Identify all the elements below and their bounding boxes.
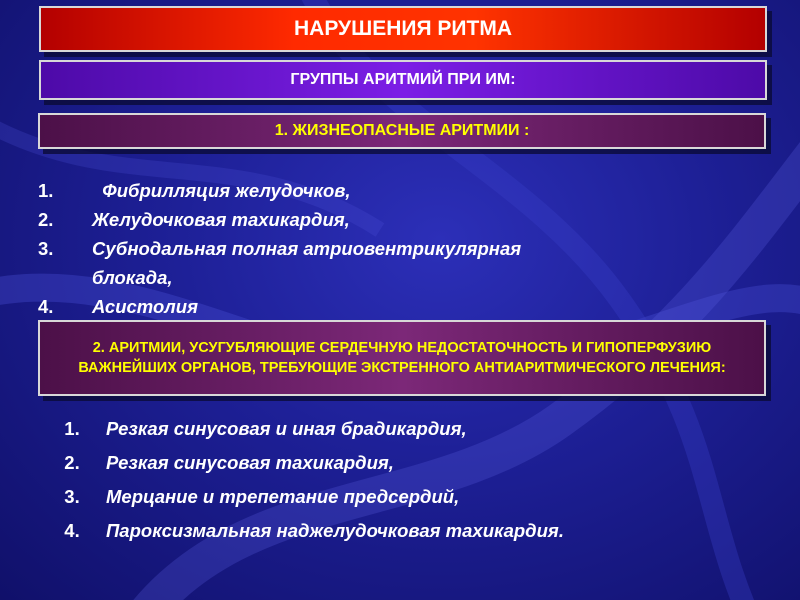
- section2-list: [38, 412, 758, 548]
- section1-heading: 1. ЖИЗНЕОПАСНЫЕ АРИТМИИ :: [38, 113, 766, 149]
- list-item-number: 3.: [38, 238, 54, 259]
- list-item-number: 1.: [38, 180, 54, 201]
- list-item: [38, 480, 758, 514]
- list-item-text: Пароксизмальная наджелудочковая тахикардия.: [106, 520, 564, 541]
- list-item-text: Асистолия: [92, 296, 198, 317]
- list-item: [38, 514, 758, 548]
- list-item: [38, 176, 758, 205]
- list-item: [38, 412, 758, 446]
- list-item-number: 2.: [64, 452, 80, 473]
- list-item-continuation: блокада,: [92, 267, 173, 288]
- slide-subtitle: ГРУППЫ АРИТМИЙ ПРИ ИМ:: [39, 60, 767, 100]
- list-item-number: 2.: [38, 209, 54, 230]
- list-item-number: 4.: [64, 520, 80, 541]
- list-item-text: Резкая синусовая тахикардия,: [106, 452, 394, 473]
- list-item-number: 4.: [38, 296, 54, 317]
- list-item: [38, 292, 758, 321]
- list-item-text: Резкая синусовая и иная брадикардия,: [106, 418, 467, 439]
- slide-title: НАРУШЕНИЯ РИТМА: [39, 6, 767, 52]
- list-item: [38, 446, 758, 480]
- list-item-text: Субнодальная полная атриовентрикулярная: [92, 238, 522, 259]
- list-item-number: 1.: [64, 418, 80, 439]
- list-item: [38, 205, 758, 234]
- list-item-text: Желудочковая тахикардия,: [92, 209, 350, 230]
- section2-heading: 2. АРИТМИИ, УСУГУБЛЯЮЩИЕ СЕРДЕЧНУЮ НЕДОСТАТОЧНОСТЬ И ГИПОПЕРФУЗИЮ ВАЖНЕЙШИХ ОРГАНОВ, ТРЕБУЮЩИЕ ЭКСТРЕННОГО АНТИАРИТМИЧЕСКОГО ЛЕЧЕНИЯ:: [38, 320, 766, 396]
- list-item-number: 3.: [64, 486, 80, 507]
- list-item: [38, 234, 758, 292]
- list-item-text: Мерцание и трепетание предсердий,: [106, 486, 460, 507]
- list-item-text: Фибрилляция желудочков,: [92, 180, 351, 201]
- section1-list: [38, 176, 758, 321]
